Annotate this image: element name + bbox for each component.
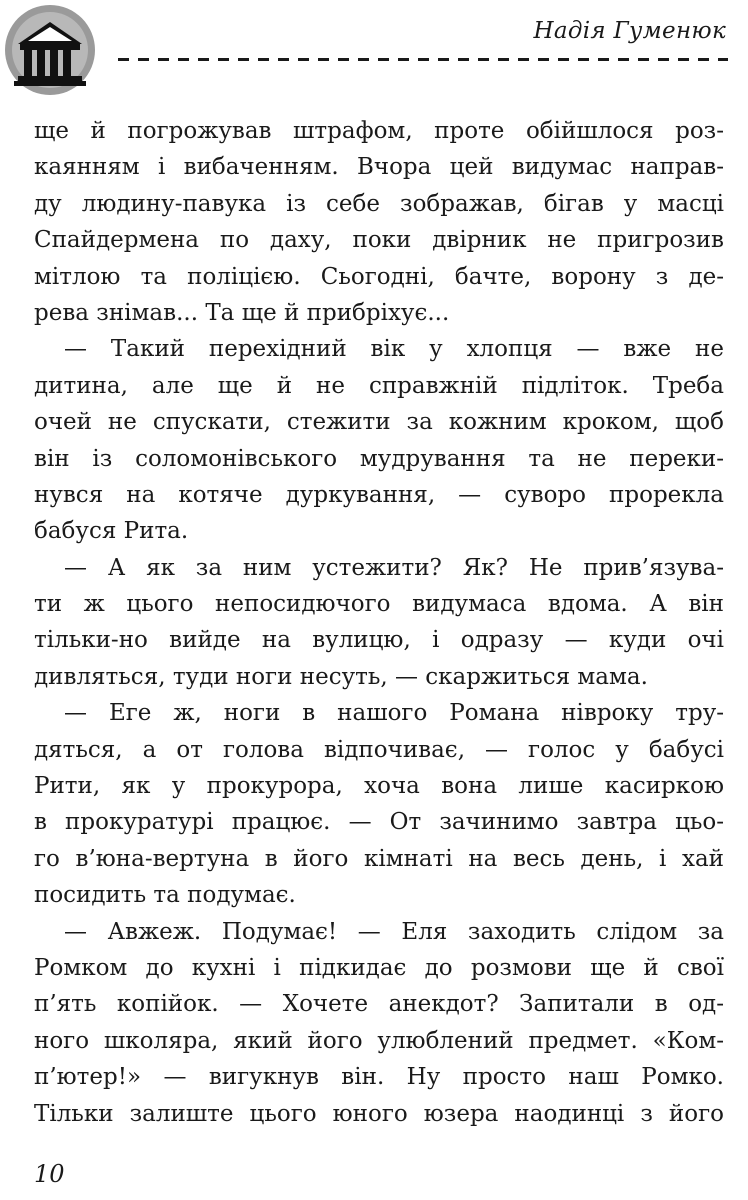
building-columns-icon	[4, 4, 96, 96]
text-line: Тільки залиште цього юного юзера наодинці з його	[34, 1100, 724, 1127]
text-line: ти ж цього непосидючого видумаса вдома. А він	[34, 591, 724, 618]
text-line: — А як за ним устежити? Як? Не прив’язува-	[64, 554, 724, 581]
text-line: ного школяра, який його улюблений предмет. «Ком-	[34, 1027, 724, 1054]
text-line: ще й погрожував штрафом, проте обійшлося роз-	[34, 118, 724, 144]
text-line: дивляться, туди ноги несуть, — скаржиться мама.	[34, 663, 648, 690]
running-header-author: Надія Гуменюк	[533, 18, 726, 44]
text-line: дитина, але ще й не справжній підліток. Треба	[34, 372, 724, 399]
page-body-text	[34, 113, 724, 1132]
publisher-logo	[4, 4, 96, 96]
text-line: мітлою та поліцією. Сьогодні, бачте, ворону з де-	[34, 263, 724, 290]
text-line: рева знімав... Та ще й прибріхує...	[34, 299, 450, 326]
text-line: він із соломонівського мудрування та не переки-	[34, 445, 724, 472]
page-number: 10	[34, 1160, 65, 1188]
text-line: го в’юна-вертуна в його кімнаті на весь день, і хай	[34, 845, 724, 872]
text-line: посидить та подумає.	[34, 882, 296, 909]
text-line: — Еге ж, ноги в нашого Романа нівроку тру-	[64, 700, 724, 727]
text-line: каянням і вибаченням. Вчора цей видумас направ-	[34, 154, 724, 181]
text-line: в прокуратурі працює. — От зачинимо завтра цьо-	[34, 809, 724, 836]
text-line: — Авжеж. Подумає! — Еля заходить слідом за	[64, 918, 724, 945]
text-line: нувся на котяче дуркування, — суворо прорекла	[34, 481, 724, 508]
text-line: ду людину-павука із себе зображав, бігав у масці	[34, 190, 724, 217]
text-line: бабуся Рита.	[34, 518, 189, 545]
text-line: Спайдермена по даху, поки двірник не пригрозив	[34, 227, 724, 254]
text-line: п’ять копійок. — Хочете анекдот? Запитали в од-	[34, 991, 724, 1018]
text-line: — Такий перехідний вік у хлопця — вже не	[64, 336, 724, 363]
text-line: Рити, як у прокурора, хоча вона лише касиркою	[34, 773, 724, 800]
text-line: очей не спускати, стежити за кожним кроком, щоб	[34, 409, 724, 436]
text-line: п’ютер!» — вигукнув він. Ну просто наш Ромко.	[34, 1064, 724, 1091]
text-line: тільки-но вийде на вулицю, і одразу — куди очі	[34, 627, 724, 654]
header-divider	[118, 58, 728, 61]
text-line: дяться, а от голова відпочиває, — голос у бабусі	[34, 736, 724, 763]
text-line: Ромком до кухні і підкидає до розмови ще й свої	[34, 954, 724, 981]
